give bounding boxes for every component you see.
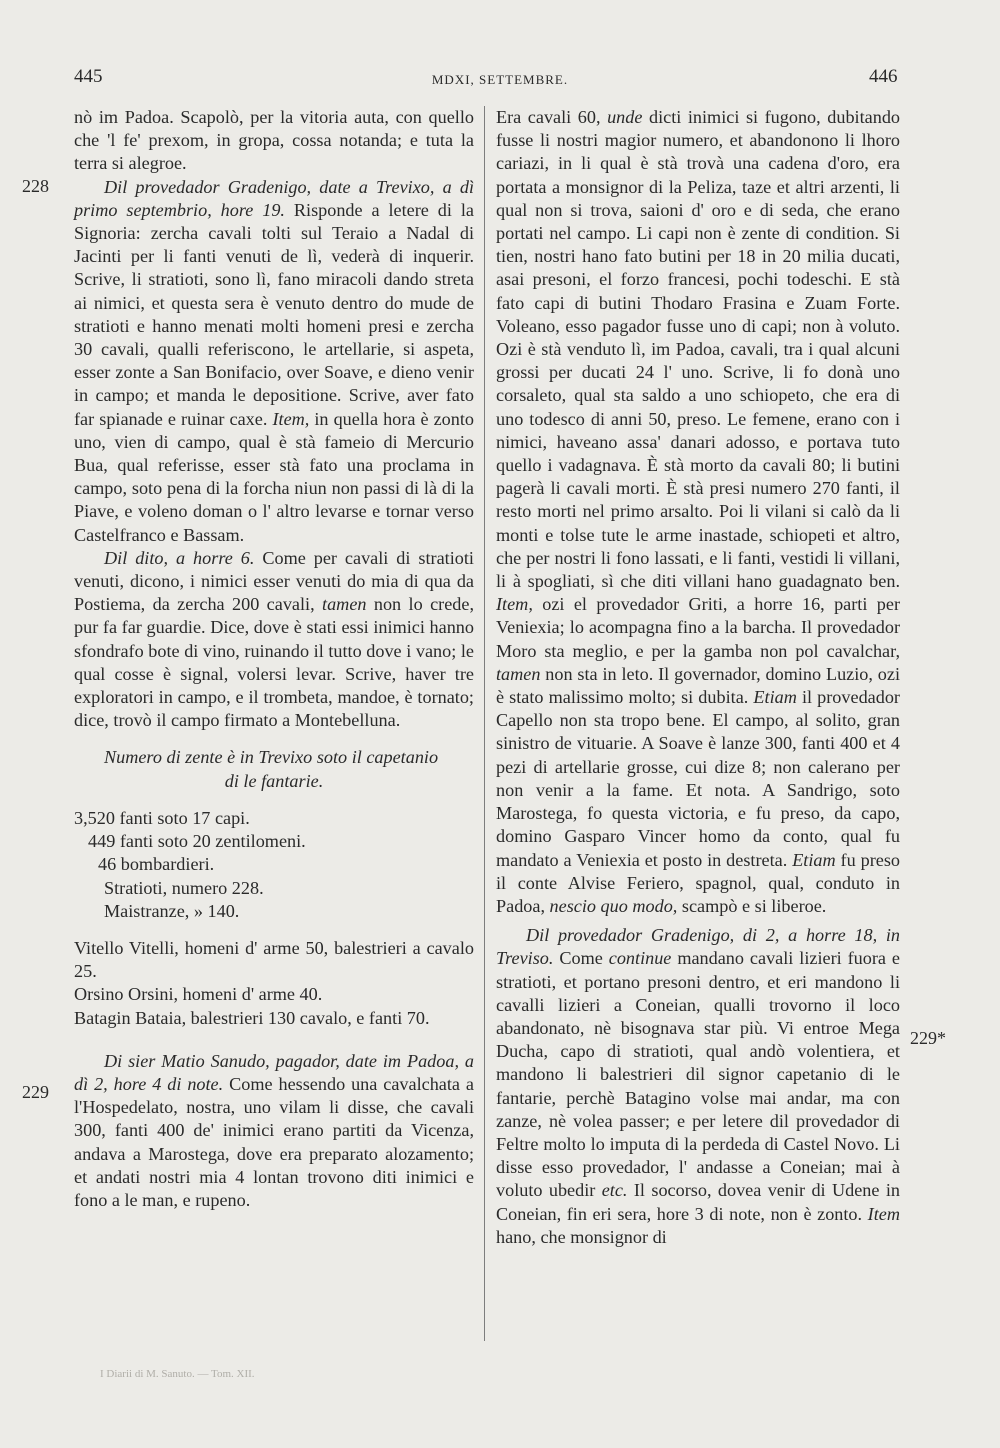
left-column [74, 106, 474, 1212]
list-item: 449 fanti soto 20 zentilomeni. [88, 831, 306, 852]
left-paragraph-2: Dil provedador Gradenigo, date a Trevixo, a dì primo septembrio, hore 19. Risponde a letere di la Signoria: zercha cavali tolti sul Teraio a Nadal di Jacinti per li fanti venuti de lì, vederà di inquerir. Scrive, li stratioti, sono lì, fano miracoli dando streta ai nimici, et questa sera è venuto dentro do mude de stratioti e hanno menati molti homeni presi e zercha 30 cavali, qualli referiscono, le artellarie, si aspeta, esser zonte a San Bonifacio, over Soave, e dieno venir in campo; et manda le depositione. Scrive, aver fato far spianade e ruinar caxe. Item, in quella hora è zonto uno, vien di campo, qual è stà fameio di Mercurio Bua, qual referisse, esser stà fato una proclama in campo, soto pena di la forcha niun non passi di là di la Piave, e voleno doman o l' altro levarse e tornar verso Castelfranco e Bassam. [74, 176, 474, 545]
margin-note-229: 229 [22, 1082, 49, 1102]
page-number-left: 445 [74, 66, 103, 87]
page-number-right: 446 [869, 66, 898, 87]
dispatch-heading: Di sier Matio Sanudo, pagador, date im Padoa, a dì 2, hore 4 di note. [74, 1050, 474, 1094]
column-divider [484, 106, 485, 1341]
margin-note-228: 228 [22, 176, 49, 196]
dispatch-heading: Dil provedador Gradenigo, di 2, a horre 18, in Treviso. [496, 925, 900, 969]
margin-note-229-star: 229* [910, 1028, 946, 1048]
list-item: 46 bombardieri. [98, 854, 215, 875]
left-paragraph-3: Dil dito, a horre 6. Come per cavali di stratioti venuti, dicono, i nimici esser venuti do mia di qua da Postiema, da zercha 200 cavali, tamen non lo crede, pur fa far guardie. Dice, dove è stati essi inimici hanno sfondrafo bote di vino, ruinando il tutto dove i vano; le qual cosse è signal, volersi levar. Scrive, haver tre exploratori in campo, e il trombeta, mandoe, è tornato; dice, trovò il campo firmato a Montebelluna. [74, 547, 474, 731]
left-paragraph-4: Di sier Matio Sanudo, pagador, date im Padoa, a dì 2, hore 4 di note. Come hessendo una cavalchata a l'Hospedelato, nostra, uno vilam li disse, che cavali 300, fanti 400 de' inimici erano partiti da Vicenza, andava a Marostega, dove era preparato alozamento; et andati nostri mia 4 lontan trovono diti inimici e fono a le man, e rupeno. [74, 1050, 474, 1210]
commanders-list [74, 937, 474, 1030]
troop-list [74, 807, 474, 923]
list-item: 3,520 fanti soto 17 capi. [74, 807, 250, 828]
section-title: Numero di zente è in Trevixo soto il capetanio di le fantarie. [104, 747, 439, 791]
dispatch-heading: Dil dito, a horre 6. [104, 547, 255, 568]
right-paragraph-1: Era cavali 60, unde dicti inimici si fugono, dubitando fusse li nostri magior numero, et abandonono li lhoro cariazi, in li qual è stà trovà una cadena d'oro, era portata a monsignor di la Peliza, taze et altri arzenti, li qual non si trova, saioni d' oro e di seda, che erano portati nel campo. Li capi non è zente di condition. Si tien, nostri hano fato butini per 18 in 20 milia ducati, asai presoni, el forzo francesi, pochi todeschi. E stà fato capi di butini Thodaro Frasina e Zuam Forte. Voleano, esso pagador fusse uno di capi; non à voluto. Ozi è stà venduto lì, im Padoa, cavali, tra i qual alcuni grossi per ducati 24 l' uno. Scrive, li fo donà uno corsaleto, qual sta saldo a uno schiopeto, che era di uno todesco di anni 50, preso. Le femene, erano con i nimici, haveano assa' danari adosso, e portava tuto quello i vadagnava. È stà morto da cavali 80; li butini pagerà li cavali morti. È stà presi numero 270 fanti, il resto morti nel primo arsalto. Poi li vilani si calò da li monti e tolse tute le arme inastade, schiopeti et altro, che per nostri li fono lassati, e li fanti, vestidi li villani, li à spogliati, sì che diti villani hano guadagnato ben. Item, ozi el provedador Griti, a horre 16, parti per Veniexia; lo acompagna fino a la barcha. Il provedador Moro sta meglio, e per la gamba non pol cavalchar, tamen non sta in leto. Il governador, domino Luzio, ozi è stato malissimo molto; si dubita. Etiam il provedador Capello non sta tropo bene. El campo, al solito, gran sinistro de vituarie. A Soave è lanze 300, fanti 400 et 4 pezi di artellarie grosse, cui dize 8; non calerano per non venir a la fame. Et nota. A Sandrigo, soto Marostega, fo questa victoria, e fu preso, da capo, domino Gasparo Vincer homo da conto, qual fu mandato a Veniexia et posto in destreta. Etiam fu preso il conte Alvise Feriero, spagnol, qual, conduto in Padoa, nescio quo modo, scampò e si liberoe. [496, 107, 901, 916]
list-item: Stratioti, numero 228. [104, 877, 264, 898]
right-paragraph-2: Dil provedador Gradenigo, di 2, a horre 18, in Treviso. Come continue mandano cavali lizieri fuora e stratioti, et portano presoni dentro, et eri mandono li cavalli lizieri a Coneian, qualli trovorno il loco abandonato, nè bisognava star più. Vi entroe Mega Ducha, capo di stratioti, qual andò volentiera, et mandono li balestrieri dil signor capetanio di le fantarie, perchè Batagino volse mai andar, ma con zanze, nè volea passer; e per letere dil provedador di Feltre molto lo imputa di la perdeda di Castel Novo. Li disse esso provedador, l' andasse a Coneian; mai à voluto ubedir etc. Il socorso, dovea venir di Udene in Coneian, fin eri sera, hore 3 di note, non è zonto. Item hano, che monsignor di [496, 925, 900, 1247]
left-paragraph-1: nò im Padoa. Scapolò, per la vitoria auta, con quello che 'l fe' prexom, in gropa, cossa notanda; e tuta la terra si alegroe. [74, 107, 474, 174]
dispatch-heading: Dil provedador Gradenigo, date a Trevixo, a dì primo septembrio, hore 19. [74, 176, 474, 220]
list-item: Orsino Orsini, homeni d' arme 40. [74, 984, 323, 1005]
bleed-through-footer: I Diarii di M. Sanuto. — Tom. XII. [100, 1368, 255, 1380]
right-column [496, 106, 900, 1249]
list-item: Maistranze, » 140. [104, 900, 240, 921]
running-title: MDXI, SETTEMBRE. [431, 72, 569, 87]
list-item: Vitello Vitelli, homeni d' arme 50, balestrieri a cavalo 25. [74, 937, 474, 982]
list-item: Batagin Bataia, balestrieri 130 cavalo, e fanti 70. [74, 1007, 430, 1028]
